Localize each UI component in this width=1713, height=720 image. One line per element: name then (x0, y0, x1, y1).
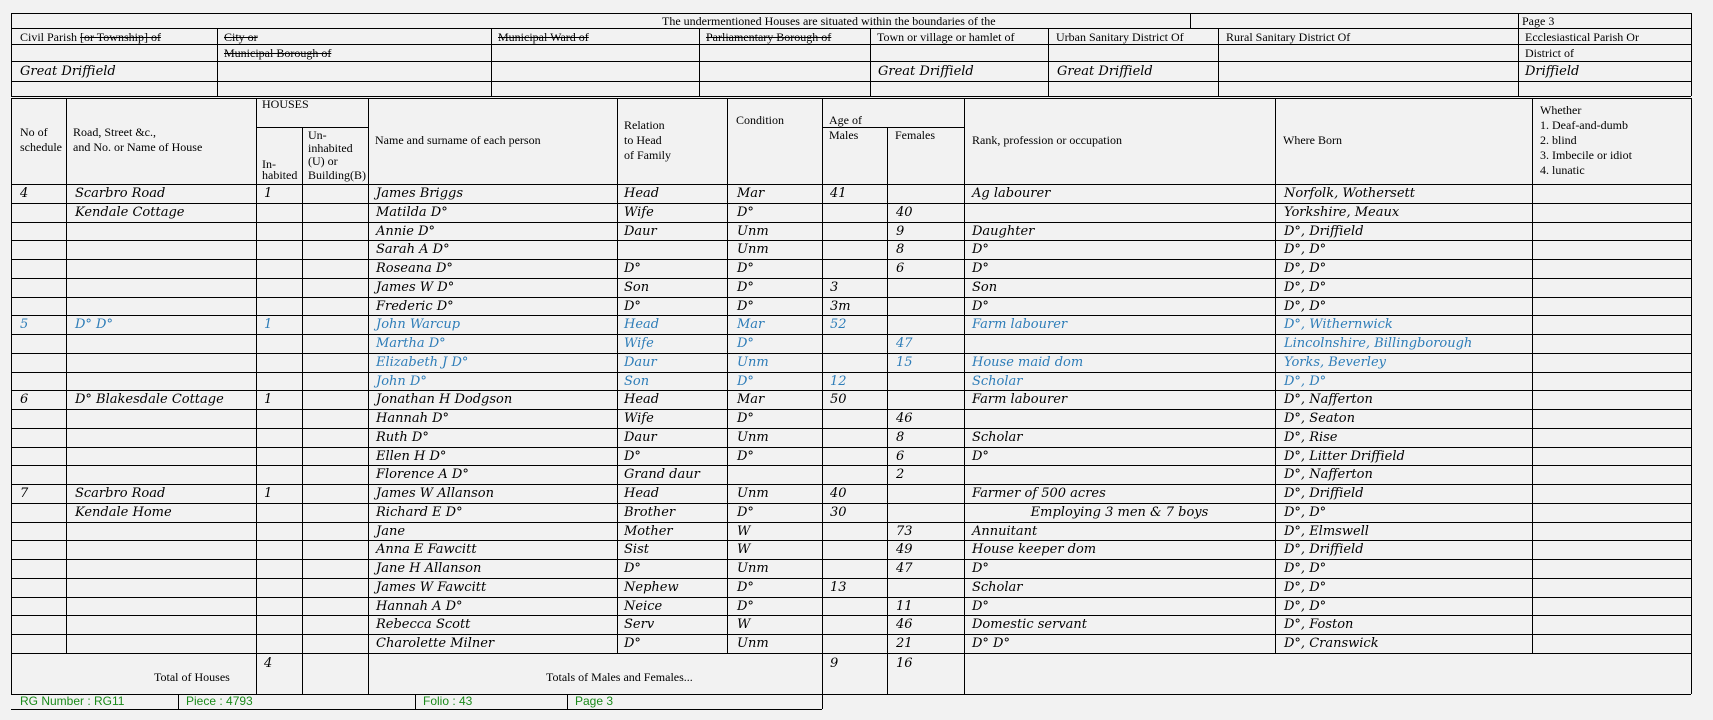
cell-where-born: D°, D° (1284, 598, 1327, 614)
cell-name: Rebecca Scott (376, 617, 471, 633)
cell-occupation: D° (972, 242, 989, 258)
cell-condition: D° (737, 411, 754, 427)
cell-where-born: D°, Nafferton (1284, 467, 1373, 483)
rural-sanitary-label: Rural Sanitary District Of (1226, 30, 1351, 44)
cell-occupation: Son (972, 279, 998, 295)
col-whether-3: 3. Imbecile or idiot (1540, 148, 1632, 162)
row-divider (11, 465, 1691, 466)
col-relation: Relation (624, 118, 665, 132)
col-females: Females (895, 128, 935, 142)
cell-occupation: Scholar (972, 429, 1023, 445)
urban-sanitary-label: Urban Sanitary District Of (1056, 30, 1184, 44)
col-schedule-2: schedule (20, 140, 62, 154)
cell-age-female: 2 (896, 467, 905, 483)
cell-where-born: D°, Elmswell (1284, 523, 1369, 539)
cell-relation: Wife (624, 411, 654, 427)
cell-relation: Serv (624, 617, 655, 633)
col-road-2: and No. or Name of House (73, 140, 203, 154)
cell-relation: D° (624, 448, 641, 464)
col-where-born: Where Born (1283, 133, 1342, 147)
cell-where-born: D°, D° (1284, 298, 1327, 314)
cell-road: Kendale Home (75, 504, 172, 520)
cell-where-born: D°, D° (1284, 373, 1327, 389)
cell-where-born: D°, Driffield (1284, 542, 1364, 558)
cell-relation: Nephew (624, 579, 679, 595)
cell-condition: D° (737, 204, 754, 220)
cell-name: Jane H Allanson (376, 561, 482, 577)
cell-relation: Head (624, 392, 660, 408)
cell-occupation: Farm labourer (972, 392, 1068, 408)
cell-where-born: D°, Nafferton (1284, 392, 1373, 408)
col-schedule: No of (20, 125, 48, 139)
cell-schedule: 6 (20, 392, 29, 408)
cell-condition: W (737, 617, 751, 633)
cell-age-female: 73 (896, 523, 913, 539)
cell-relation: Head (624, 186, 660, 201)
cell-relation: Sist (624, 542, 649, 558)
cell-where-born: D°, D° (1284, 579, 1327, 595)
cell-age-female: 40 (896, 204, 913, 220)
col-condition: Condition (736, 113, 785, 127)
col-age-of: Age of (829, 113, 862, 127)
cell-road: Kendale Cottage (75, 204, 185, 220)
cell-occupation: Daughter (972, 223, 1035, 239)
footer-folio: Folio : 43 (423, 694, 473, 708)
footer-rg-number: RG Number : RG11 (20, 694, 125, 708)
cell-name: James W Allanson (376, 486, 494, 502)
cell-condition: D° (737, 261, 754, 277)
town-label: Town or village or hamlet of (877, 30, 1015, 44)
civil-parish-label: Civil Parish [or Township] of (20, 30, 161, 44)
cell-where-born: D°, D° (1284, 242, 1327, 258)
cell-name: Hannah A D° (376, 598, 463, 614)
cell-road: Scarbro Road (75, 486, 166, 502)
row-divider (11, 597, 1691, 598)
cell-age-female: 21 (896, 636, 913, 652)
row-divider (11, 278, 1691, 279)
cell-condition: Mar (737, 392, 765, 408)
cell-age-female: 6 (896, 448, 905, 464)
cell-road: Scarbro Road (75, 186, 166, 201)
ecclesiastical-value: Driffield (1525, 64, 1580, 79)
cell-name: Elizabeth J D° (376, 354, 469, 370)
cell-occupation: D° (972, 448, 989, 464)
cell-condition: D° (737, 598, 754, 614)
cell-relation: Wife (624, 336, 654, 352)
row-divider (11, 390, 1691, 391)
cell-occupation: Ag labourer (972, 186, 1051, 201)
cell-condition: W (737, 523, 751, 539)
row-divider (11, 297, 1691, 298)
cell-condition: W (737, 542, 751, 558)
cell-name: Sarah A D° (376, 242, 450, 258)
col-uninhabited-2: inhabited (308, 141, 353, 155)
municipal-borough-label: Municipal Borough of (224, 46, 332, 60)
civil-parish-value: Great Driffield (20, 64, 116, 79)
cell-age-female: 49 (896, 542, 913, 558)
cell-occupation: Employing 3 men & 7 boys (1030, 504, 1209, 520)
cell-relation: Grand daur (624, 467, 700, 483)
cell-condition: Unm (737, 486, 769, 502)
cell-relation: Son (624, 279, 650, 295)
row-divider (11, 615, 1691, 616)
cell-condition: D° (737, 279, 754, 295)
cell-name: Anna E Fawcitt (376, 542, 477, 558)
cell-age-female: 11 (896, 598, 913, 614)
cell-relation: Daur (624, 223, 657, 239)
cell-where-born: D°, Driffield (1284, 486, 1364, 502)
row-divider (11, 578, 1691, 579)
urban-sanitary-value: Great Driffield (1057, 64, 1153, 79)
row-divider (11, 540, 1691, 541)
total-males-value: 9 (830, 656, 839, 671)
row-divider (11, 447, 1691, 448)
cell-name: John Warcup (376, 317, 461, 333)
cell-where-born: D°, Driffield (1284, 223, 1364, 239)
cell-inhabited: 1 (264, 486, 273, 502)
cell-occupation: D° (972, 561, 989, 577)
cell-where-born: D°, Rise (1284, 429, 1338, 445)
municipal-ward-label: Municipal Ward of (498, 30, 589, 44)
cell-occupation: D° D° (972, 636, 1010, 652)
cell-relation: Brother (624, 504, 676, 520)
row-divider (11, 503, 1691, 504)
cell-where-born: D°, Seaton (1284, 411, 1355, 427)
cell-age-male: 30 (830, 504, 847, 520)
cell-relation: D° (624, 298, 641, 314)
cell-occupation: House maid dom (972, 354, 1084, 370)
cell-age-female: 47 (896, 561, 913, 577)
cell-where-born: Lincolnshire, Billingborough (1284, 336, 1473, 352)
row-divider (11, 409, 1691, 410)
cell-where-born: D°, D° (1284, 279, 1327, 295)
cell-relation: Head (624, 317, 660, 333)
row-divider (11, 203, 1691, 204)
col-road: Road, Street &c., (73, 125, 156, 139)
cell-name: Florence A D° (376, 467, 469, 483)
row-divider (11, 372, 1691, 373)
cell-where-born: D°, Litter Driffield (1284, 448, 1405, 464)
cell-name: Charolette Milner (376, 636, 495, 652)
cell-occupation: House keeper dom (972, 542, 1097, 558)
cell-condition: D° (737, 448, 754, 464)
cell-age-female: 15 (896, 354, 913, 370)
cell-relation: Mother (624, 523, 673, 539)
cell-condition: Unm (737, 354, 769, 370)
col-houses: HOUSES (262, 97, 309, 111)
cell-name: Frederic D° (376, 298, 454, 314)
cell-occupation: Annuitant (972, 523, 1038, 539)
cell-name: James W Fawcitt (376, 579, 487, 595)
cell-name: Annie D° (376, 223, 436, 239)
cell-occupation: Farm labourer (972, 317, 1068, 333)
city-label: City or (224, 30, 258, 44)
ecclesiastical-label: Ecclesiastical Parish Or (1525, 30, 1639, 44)
col-uninhabited-3: (U) or (308, 154, 338, 168)
cell-name: John D° (376, 373, 427, 389)
cell-relation: Daur (624, 429, 657, 445)
row-divider (11, 222, 1691, 223)
cell-condition: D° (737, 579, 754, 595)
cell-relation: Neice (624, 598, 663, 614)
cell-condition: Mar (737, 186, 765, 201)
cell-inhabited: 1 (264, 317, 273, 333)
col-inhabited-2: habited (262, 168, 298, 182)
cell-age-male: 41 (830, 186, 847, 201)
row-divider (11, 634, 1691, 635)
cell-where-born: D°, D° (1284, 261, 1327, 277)
cell-occupation: Farmer of 500 acres (972, 486, 1106, 502)
col-uninhabited-4: Building(B) (308, 168, 367, 182)
footer-page: Page 3 (575, 694, 614, 708)
footer-piece: Piece : 4793 (186, 694, 253, 708)
cell-age-male: 50 (830, 392, 847, 408)
row-divider (11, 428, 1691, 429)
cell-schedule: 5 (20, 317, 29, 333)
ecclesiastical-label-2: District of (1525, 46, 1574, 60)
cell-relation: Daur (624, 354, 657, 370)
cell-name: Jane (376, 523, 406, 539)
cell-name: Roseana D° (376, 261, 453, 277)
cell-road: D° D° (75, 317, 113, 333)
col-relation-3: of Family (624, 148, 671, 162)
cell-where-born: Norfolk, Wothersett (1284, 186, 1415, 201)
cell-occupation: D° (972, 261, 989, 277)
cell-age-female: 6 (896, 261, 905, 277)
col-inhabited: In- (262, 157, 276, 171)
cell-age-female: 8 (896, 242, 905, 258)
cell-condition: D° (737, 504, 754, 520)
row-divider (11, 315, 1691, 316)
totals-label: Totals of Males and Females... (546, 670, 693, 684)
town-value: Great Driffield (878, 64, 974, 79)
col-name: Name and surname of each person (375, 133, 541, 147)
cell-name: Hannah D° (376, 411, 450, 427)
col-males: Males (829, 128, 859, 142)
cell-relation: Son (624, 373, 650, 389)
cell-age-female: 8 (896, 429, 905, 445)
cell-where-born: Yorkshire, Meaux (1284, 204, 1400, 220)
cell-age-male: 52 (830, 317, 847, 333)
cell-name: Matilda D° (376, 204, 448, 220)
cell-age-male: 13 (830, 579, 847, 595)
col-occupation: Rank, profession or occupation (972, 133, 1122, 147)
cell-age-female: 46 (896, 617, 913, 633)
total-houses-value: 4 (264, 656, 273, 671)
cell-age-female: 47 (896, 336, 913, 352)
cell-name: Ellen H D° (376, 448, 447, 464)
cell-age-male: 12 (830, 373, 847, 389)
cell-relation: D° (624, 636, 641, 652)
cell-road: D° Blakesdale Cottage (75, 392, 224, 408)
col-whether-2: 2. blind (1540, 133, 1577, 147)
cell-condition: Unm (737, 223, 769, 239)
cell-condition: Unm (737, 636, 769, 652)
col-whether-4: 4. lunatic (1540, 163, 1585, 177)
cell-condition: Unm (737, 429, 769, 445)
page-number: Page 3 (1522, 14, 1555, 28)
boundaries-title: The undermentioned Houses are situated within the boundaries of the (662, 14, 996, 28)
cell-where-born: D°, Withernwick (1284, 317, 1393, 333)
cell-age-male: 3m (830, 298, 851, 314)
cell-condition: D° (737, 373, 754, 389)
cell-where-born: D°, Cranswick (1284, 636, 1379, 652)
cell-name: Martha D° (376, 336, 446, 352)
cell-occupation: Domestic servant (972, 617, 1088, 633)
cell-where-born: D°, Foston (1284, 617, 1354, 633)
col-whether-1: 1. Deaf-and-dumb (1540, 118, 1628, 132)
cell-condition: Unm (737, 242, 769, 258)
cell-name: Ruth D° (376, 429, 429, 445)
cell-age-female: 46 (896, 411, 913, 427)
cell-where-born: D°, D° (1284, 561, 1327, 577)
cell-condition: Mar (737, 317, 765, 333)
cell-name: Jonathan H Dodgson (376, 392, 513, 408)
total-females-value: 16 (896, 656, 913, 671)
col-whether: Whether (1540, 103, 1582, 117)
parliamentary-borough-label: Parliamentary Borough of (706, 30, 832, 44)
cell-where-born: D°, D° (1284, 504, 1327, 520)
row-divider (11, 353, 1691, 354)
cell-schedule: 7 (20, 486, 29, 502)
cell-schedule: 4 (20, 186, 29, 201)
cell-condition: Unm (737, 561, 769, 577)
cell-age-male: 40 (830, 486, 847, 502)
cell-relation: Wife (624, 204, 654, 220)
cell-relation: D° (624, 261, 641, 277)
cell-condition: D° (737, 298, 754, 314)
cell-name: Richard E D° (376, 504, 463, 520)
col-relation-2: to Head (624, 133, 662, 147)
cell-name: James W D° (376, 279, 455, 295)
cell-inhabited: 1 (264, 186, 273, 201)
row-divider (11, 259, 1691, 260)
row-divider (11, 559, 1691, 560)
cell-condition: D° (737, 336, 754, 352)
cell-name: James Briggs (376, 186, 464, 201)
row-divider (11, 484, 1691, 485)
row-divider (11, 334, 1691, 335)
cell-where-born: Yorks, Beverley (1284, 354, 1387, 370)
cell-age-female: 9 (896, 223, 905, 239)
row-divider (11, 240, 1691, 241)
cell-relation: D° (624, 561, 641, 577)
cell-inhabited: 1 (264, 392, 273, 408)
col-uninhabited: Un- (308, 128, 327, 142)
cell-relation: Head (624, 486, 660, 502)
cell-occupation: D° (972, 298, 989, 314)
cell-age-male: 3 (830, 279, 839, 295)
cell-occupation: D° (972, 598, 989, 614)
cell-occupation: Scholar (972, 373, 1023, 389)
cell-occupation: Scholar (972, 579, 1023, 595)
row-divider (11, 522, 1691, 523)
total-houses-label: Total of Houses (154, 670, 230, 684)
